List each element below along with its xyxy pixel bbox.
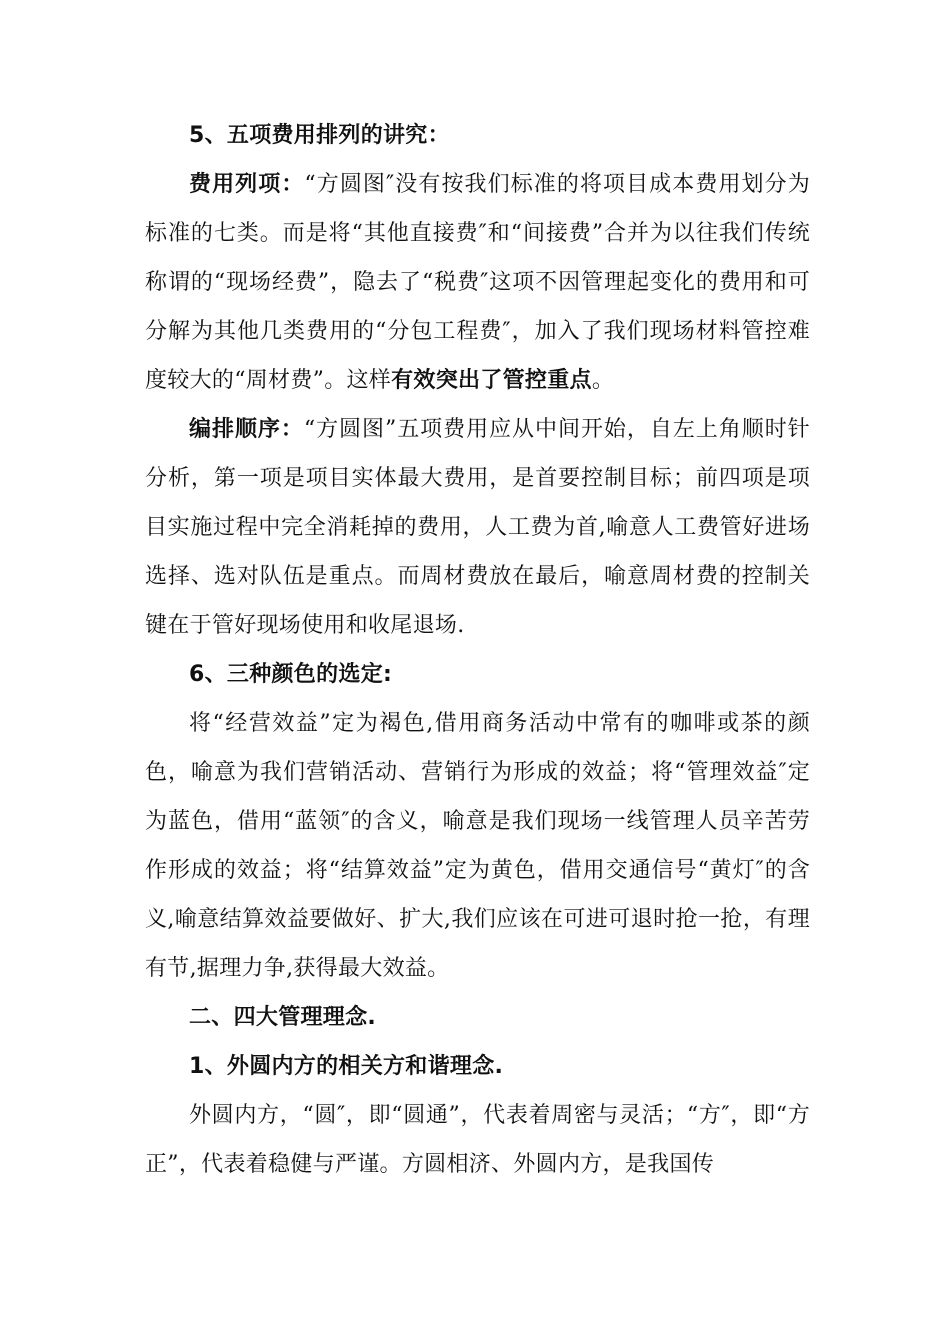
paragraph-round-square: 外圆内方，“圆″，即“圆通”，代表着周密与灵活；“方″，即“方正”，代表着稳健与严谨。方圆相济、外圆内方，是我国传	[145, 1103, 810, 1177]
cost-items-emphasis: 有效突出了管控重点	[391, 368, 592, 393]
cost-items-label: 费用列项：	[189, 172, 305, 197]
paragraph-colors: 将“经营效益”定为褐色,借用商务活动中常有的咖啡或茶的颜色，喻意为我们营销活动、营销行为形成的效益；将“管理效益″定为蓝色，借用“蓝领″的含义，喻意是我们现场一线管理人员辛苦劳作形成的效益；将“结算效益”定为黄色，借用交通信号“黄灯″的含义,喻意结算效益要做好、扩大,我们应该在可进可退时抢一抢，有理有节,据理力争,获得最大效益。	[145, 711, 810, 981]
cost-items-end: 。	[591, 368, 615, 393]
cost-items-text: “方圆图″没有按我们标准的将项目成本费用划分为标准的七类。而是将“其他直接费″和“间接费”合并为以往我们传统称谓的“现场经费”，隐去了“税费″这项不因管理起变化的费用和可分解为其他几类费用的“分包工程费″，加入了我们现场材料管控难度较大的“周材费”。这样	[145, 172, 810, 393]
paragraph-order	[145, 405, 810, 650]
order-label: 编排顺序：	[189, 417, 304, 442]
paragraph-cost-items	[145, 160, 810, 405]
section-heading-5: 5、五项费用排列的讲究：	[189, 123, 450, 148]
section-heading-6: 6、三种颜色的选定:	[189, 662, 393, 687]
document-page	[145, 111, 810, 1189]
order-text: “方圆图”五项费用应从中间开始，自左上角顺时针分析，第一项是项目实体最大费用，是首要控制目标；前四项是项目实施过程中完全消耗掉的费用，人工费为首,喻意人工费管好进场选择、选对队伍是重点。而周材费放在最后，喻意周材费的控制关键在于管好现场使用和收尾退场.	[145, 417, 810, 638]
section-heading-1: 1、外圆内方的相关方和谐理念.	[189, 1054, 504, 1079]
chapter-heading-two: 二、四大管理理念.	[189, 1005, 377, 1030]
